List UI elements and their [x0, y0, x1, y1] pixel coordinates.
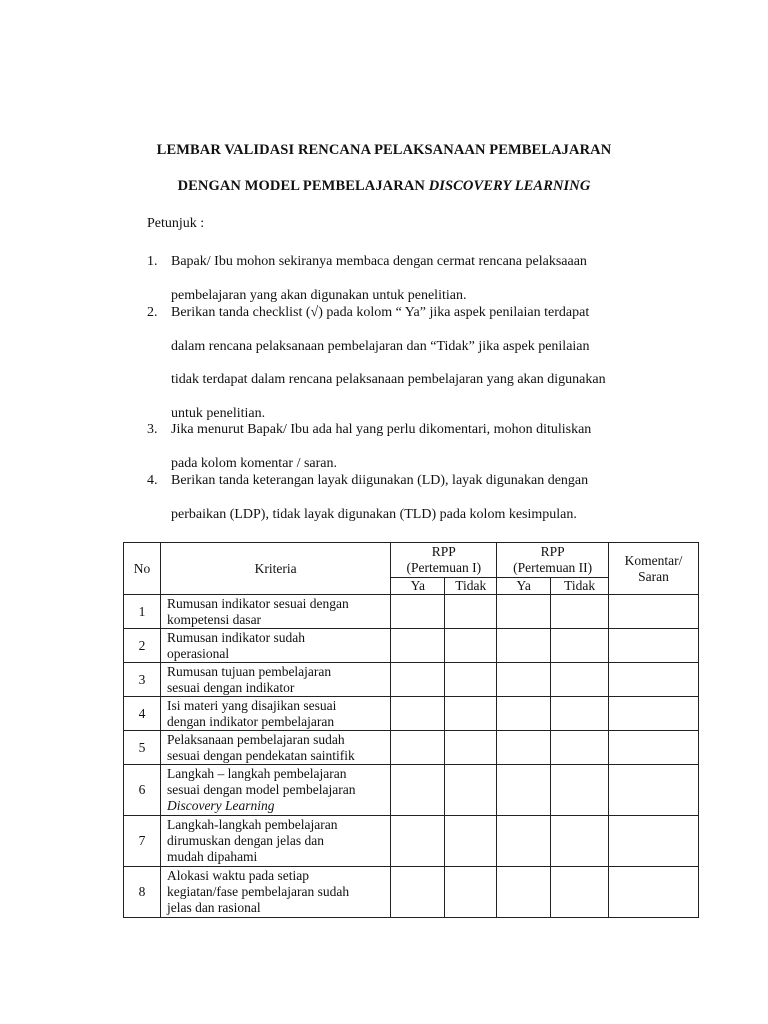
header-komentar-line1: Komentar/	[624, 552, 683, 568]
instruction-number: 3.	[147, 422, 158, 437]
header-ya-2: Ya	[497, 578, 551, 595]
header-no: No	[124, 543, 161, 595]
table-row	[124, 629, 699, 663]
instruction-line: dalam rencana pelaksanaan pembelajaran dan “Tidak” jika aspek penilaian	[171, 339, 590, 354]
table-row	[124, 595, 699, 629]
instruction-line: Jika menurut Bapak/ Ibu ada hal yang perlu dikomentari, mohon dituliskan	[171, 422, 592, 437]
cell-ya-1[interactable]	[391, 816, 445, 867]
table-row	[124, 765, 699, 816]
kriteria-line: kompetensi dasar	[166, 611, 262, 627]
kriteria-line: sesuai dengan indikator	[166, 679, 295, 695]
row-number: 4	[124, 697, 161, 731]
cell-tidak-1[interactable]	[445, 629, 497, 663]
table-row	[124, 731, 699, 765]
kriteria-line-italic: Discovery Learning	[166, 798, 275, 813]
cell-ya-1[interactable]	[391, 731, 445, 765]
title-line-2	[0, 178, 768, 195]
instruction-line: Berikan tanda keterangan layak diigunakan (LD), layak digunakan dengan	[171, 473, 589, 488]
header-tidak-2: Tidak	[551, 578, 609, 595]
header-komentar-line2: Saran	[638, 568, 669, 584]
kriteria-line: operasional	[166, 645, 230, 661]
table-row	[124, 816, 699, 867]
cell-ya-1[interactable]	[391, 595, 445, 629]
instruction-line: pembelajaran yang akan digunakan untuk penelitian.	[171, 288, 467, 303]
cell-tidak-1[interactable]	[445, 731, 497, 765]
header-rpp-2	[497, 543, 609, 578]
cell-komentar[interactable]	[609, 731, 699, 765]
cell-tidak-1[interactable]	[445, 595, 497, 629]
cell-tidak-2[interactable]	[551, 629, 609, 663]
instruction-line: pada kolom komentar / saran.	[171, 456, 338, 471]
kriteria-line: mudah dipahami	[166, 849, 258, 864]
table-header-row	[124, 543, 699, 578]
kriteria-line: Pelaksanaan pembelajaran sudah	[166, 731, 345, 747]
cell-ya-1[interactable]	[391, 765, 445, 816]
instruction-line: tidak terdapat dalam rencana pelaksanaan pembelajaran yang akan digunakan	[171, 372, 606, 387]
title-line-2-italic: DISCOVERY LEARNING	[428, 178, 591, 194]
cell-komentar[interactable]	[609, 816, 699, 867]
kriteria-line: sesuai dengan model pembelajaran	[166, 782, 356, 797]
kriteria-line: kegiatan/fase pembelajaran sudah	[166, 884, 350, 899]
row-kriteria	[160, 867, 390, 918]
row-number: 2	[124, 629, 161, 663]
header-rpp-1-line2: (Pertemuan I)	[406, 560, 482, 575]
validation-table	[123, 542, 699, 918]
instruction-line: Berikan tanda checklist (√) pada kolom “ Ya” jika aspek penilaian terdapat	[171, 305, 590, 320]
cell-ya-1[interactable]	[391, 697, 445, 731]
cell-ya-2[interactable]	[497, 731, 551, 765]
row-kriteria	[160, 629, 390, 663]
row-number: 3	[124, 663, 161, 697]
header-rpp-1-line1: RPP	[431, 544, 456, 559]
instruction-number: 1.	[147, 254, 158, 269]
row-kriteria	[160, 765, 390, 816]
instruction-line: untuk penelitian.	[171, 406, 266, 421]
row-number: 1	[124, 595, 161, 629]
cell-komentar[interactable]	[609, 663, 699, 697]
header-rpp-2-line1: RPP	[540, 544, 565, 559]
row-kriteria	[160, 595, 390, 629]
cell-tidak-1[interactable]	[445, 816, 497, 867]
instruction-line: perbaikan (LDP), tidak layak digunakan (TLD) pada kolom kesimpulan.	[171, 507, 577, 522]
cell-ya-2[interactable]	[497, 867, 551, 918]
cell-tidak-1[interactable]	[445, 697, 497, 731]
cell-ya-1[interactable]	[391, 867, 445, 918]
cell-komentar[interactable]	[609, 697, 699, 731]
cell-ya-2[interactable]	[497, 629, 551, 663]
header-komentar	[609, 543, 699, 595]
header-rpp-2-line2: (Pertemuan II)	[513, 560, 593, 575]
cell-ya-1[interactable]	[391, 663, 445, 697]
row-kriteria	[160, 731, 390, 765]
cell-ya-2[interactable]	[497, 663, 551, 697]
title-line-1: LEMBAR VALIDASI RENCANA PELAKSANAAN PEMBELAJARAN	[156, 142, 612, 158]
kriteria-line: Isi materi yang disajikan sesuai	[166, 697, 337, 713]
kriteria-line: Rumusan indikator sesuai dengan	[166, 595, 349, 611]
cell-komentar[interactable]	[609, 765, 699, 816]
header-kriteria: Kriteria	[160, 543, 390, 595]
instruction-number: 4.	[147, 473, 158, 488]
cell-komentar[interactable]	[609, 629, 699, 663]
cell-tidak-2[interactable]	[551, 867, 609, 918]
cell-ya-2[interactable]	[497, 816, 551, 867]
cell-tidak-2[interactable]	[551, 697, 609, 731]
table-row	[124, 697, 699, 731]
kriteria-line: Langkah-langkah pembelajaran	[166, 817, 338, 832]
cell-ya-2[interactable]	[497, 697, 551, 731]
cell-tidak-2[interactable]	[551, 663, 609, 697]
cell-tidak-1[interactable]	[445, 765, 497, 816]
cell-komentar[interactable]	[609, 867, 699, 918]
instruction-number: 2.	[147, 305, 158, 320]
cell-tidak-1[interactable]	[445, 663, 497, 697]
kriteria-line: Alokasi waktu pada setiap	[166, 868, 310, 883]
cell-tidak-2[interactable]	[551, 731, 609, 765]
kriteria-line: dengan indikator pembelajaran	[166, 713, 335, 729]
kriteria-line: Langkah – langkah pembelajaran	[166, 766, 347, 781]
row-number: 7	[124, 816, 161, 867]
cell-tidak-2[interactable]	[551, 595, 609, 629]
cell-tidak-2[interactable]	[551, 765, 609, 816]
header-rpp-1	[391, 543, 497, 578]
row-kriteria	[160, 697, 390, 731]
kriteria-line: Rumusan tujuan pembelajaran	[166, 663, 332, 679]
kriteria-line: dirumuskan dengan jelas dan	[166, 833, 325, 848]
title-line-2-prefix: DENGAN MODEL PEMBELAJARAN	[177, 178, 429, 194]
table-row	[124, 663, 699, 697]
petunjuk-label: Petunjuk :	[147, 216, 205, 231]
cell-ya-2[interactable]	[497, 595, 551, 629]
kriteria-line: sesuai dengan pendekatan saintifik	[166, 747, 355, 763]
row-number: 5	[124, 731, 161, 765]
kriteria-line: Rumusan indikator sudah	[166, 629, 305, 645]
cell-ya-2[interactable]	[497, 765, 551, 816]
cell-komentar[interactable]	[609, 595, 699, 629]
header-tidak-1: Tidak	[445, 578, 497, 595]
row-number: 6	[124, 765, 161, 816]
row-kriteria	[160, 663, 390, 697]
header-ya-1: Ya	[391, 578, 445, 595]
kriteria-line: jelas dan rasional	[166, 900, 261, 915]
row-number: 8	[124, 867, 161, 918]
instruction-line: Bapak/ Ibu mohon sekiranya membaca dengan cermat rencana pelaksaaan	[171, 254, 587, 269]
cell-tidak-2[interactable]	[551, 816, 609, 867]
cell-ya-1[interactable]	[391, 629, 445, 663]
table-row	[124, 867, 699, 918]
cell-tidak-1[interactable]	[445, 867, 497, 918]
row-kriteria	[160, 816, 390, 867]
